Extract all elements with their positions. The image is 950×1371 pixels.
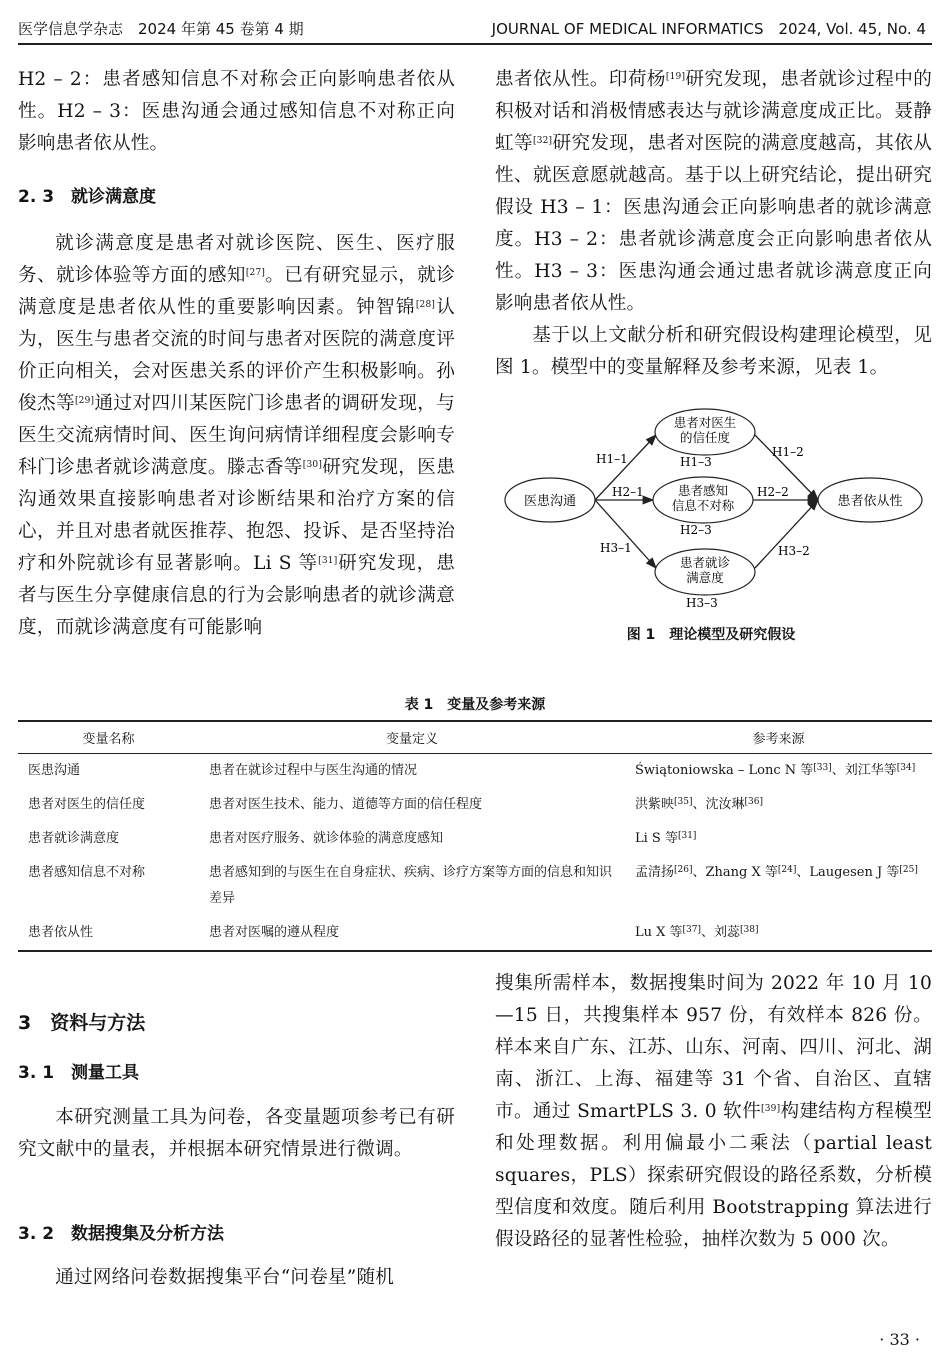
table-caption: 表 1 变量及参考来源 xyxy=(404,697,546,713)
page-number: · 33 · xyxy=(879,1330,920,1349)
table-row xyxy=(18,916,932,951)
section-3-title: 3 资料与方法 xyxy=(18,1012,146,1034)
paragraph-measure: 本研究测量工具为问卷，各变量题项参考已有研究文献中的量表，并根据本研究情景进行微调。 xyxy=(18,1107,455,1160)
edge-h3-1 xyxy=(595,500,656,568)
label-h2-3: H2–3 xyxy=(680,523,712,537)
table-row xyxy=(18,856,932,916)
label-h1-3: H1–3 xyxy=(680,455,712,469)
cell-variable-definition: 患者对医疗服务、就诊体验的满意度感知 xyxy=(209,831,444,846)
cell-variable-definition: 患者在就诊过程中与医生沟通的情况 xyxy=(209,763,418,778)
theory-model-figure xyxy=(500,400,932,615)
cell-variable-name: 患者对医生的信任度 xyxy=(28,797,146,812)
paragraph-h2: H2 – 2：患者感知信息不对称会正向影响患者依从性。H2 – 3：医患沟通会通过感知信息不对称正向影响患者依从性。 xyxy=(18,69,455,154)
left-column-data xyxy=(18,1262,455,1294)
journal-header-right: JOURNAL OF MEDICAL INFORMATICS 2024, Vol. 45, No. 4 xyxy=(491,20,926,38)
node-compliance-label: 患者依从性 xyxy=(837,494,903,509)
variables-table xyxy=(18,720,932,952)
node-trust-label-2: 的信任度 xyxy=(679,430,731,445)
section-3-2-title: 3. 2 数据搜集及分析方法 xyxy=(18,1224,225,1244)
label-h1-1: H1–1 xyxy=(596,452,628,466)
left-column xyxy=(18,64,455,160)
paragraph-data-start: 通过网络问卷数据搜集平台“问卷星”随机 xyxy=(55,1267,395,1288)
cell-variable-name: 医患沟通 xyxy=(28,763,81,778)
node-asymmetry-label-2: 信息不对称 xyxy=(671,498,735,513)
cell-variable-definition: 患者对医生技术、能力、道德等方面的信任程度 xyxy=(209,797,483,812)
table-row xyxy=(18,754,932,789)
label-h2-1: H2–1 xyxy=(612,485,644,499)
paragraph-h3: 患者依从性。印荷杨[19]研究发现，患者就诊过程中的积极对话和消极情感表达与就诊满意度成正比。聂静虹等[32]研究发现，患者对医院的满意度越高，其依从性、就医意愿就越高。基于以上研究结论，提出研究假设 H3 – 1：医患沟通会正向影响患者的就诊满意度。H3 – 2：患者就诊满意度会正向影响患者依从性。H3 – 3：医患沟通会通过患者就诊满意度正向影响患者依从性。 xyxy=(495,69,932,314)
label-h1-2: H1–2 xyxy=(772,445,804,459)
cell-reference-source: Li S 等[31] xyxy=(635,831,697,846)
cell-variable-name: 患者感知信息不对称 xyxy=(28,865,146,880)
paragraph-satisfaction: 就诊满意度是患者对就诊医院、医生、医疗服务、就诊体验等方面的感知[27]。已有研究显示，就诊满意度是患者依从性的重要影响因素。钟智锦[28]认为，医生与患者交流的时间与患者对医院的满意度评价正向相关，会对医患关系的评价产生积极影响。孙俊杰等[29]通过对四川某医院门诊患者的调研发现，与医生交流病情时间、医生询问病情详细程度会影响专科门诊患者就诊满意度。滕志香等[30]研究发现，医患沟通效果直接影响患者对诊断结果和治疗方案的信心，并且对患者就医推荐、抱怨、投诉、是否坚持治疗和外院就诊有显著影响。Li S 等[31]研究发现，患者与医生分享健康信息的行为会影响患者的就诊满意度，而就诊满意度有可能影响 xyxy=(18,233,455,638)
cell-variable-name: 患者依从性 xyxy=(28,925,94,940)
table-header-source: 参考来源 xyxy=(625,721,932,754)
paragraph-data-continued: 搜集所需样本，数据搜集时间为 2022 年 10 月 10—15 日，共搜集样本 957 份，有效样本 826 份。样本来自广东、江苏、山东、河南、四川、河北、湖南、浙江、上海、福建等 31 个省、自治区、直辖市。通过 SmartPLS 3. 0 软件[39]构建结构方程模型和处理数据。利用偏最小二乘法（partial least squares，PLS）探索研究假设的路径系数，分析模型信度和效度。随后利用 Bootstrapping 算法进行假设路径的显著性检验，抽样次数为 5 000 次。 xyxy=(495,973,932,1250)
section-2-3-title: 2. 3 就诊满意度 xyxy=(18,187,157,207)
cell-reference-source: Lu X 等[37]、刘蕊[38] xyxy=(635,925,759,940)
node-satisfaction-label-1: 患者就诊 xyxy=(679,555,731,570)
label-h3-1: H3–1 xyxy=(600,541,632,555)
table-row xyxy=(18,788,932,822)
cell-reference-source: 洪紫映[35]、沈汝琳[36] xyxy=(635,797,763,812)
node-communication-label: 医患沟通 xyxy=(523,494,577,509)
node-trust-label-1: 患者对医生 xyxy=(673,415,737,430)
label-h2-2: H2–2 xyxy=(757,485,789,499)
journal-header-left: 医学信息学杂志 2024 年第 45 卷第 4 期 xyxy=(18,20,304,38)
right-column-data xyxy=(495,968,932,1256)
paragraph-model-intro: 基于以上文献分析和研究假设构建理论模型，见图 1。模型中的变量解释及参考来源，见表 1。 xyxy=(495,325,932,378)
cell-reference-source: 孟清扬[26]、Zhang X 等[24]、Laugesen J 等[25] xyxy=(635,865,918,880)
label-h3-3: H3–3 xyxy=(686,596,718,610)
node-asymmetry-label-1: 患者感知 xyxy=(677,483,729,498)
header-rule xyxy=(18,43,932,45)
label-h3-2: H3–2 xyxy=(778,544,810,558)
table-row xyxy=(18,822,932,856)
table-header-row xyxy=(18,721,932,754)
left-column-satisfaction xyxy=(18,228,455,644)
figure-caption: 图 1 理论模型及研究假设 xyxy=(626,627,796,643)
cell-variable-definition: 患者感知到的与医生在自身症状、疾病、诊疗方案等方面的信息和知识差异 xyxy=(209,865,613,906)
table-header-definition: 变量定义 xyxy=(199,721,625,754)
left-column-measure xyxy=(18,1102,455,1166)
right-column xyxy=(495,64,932,384)
section-3-1-title: 3. 1 测量工具 xyxy=(18,1063,140,1083)
table-header-name: 变量名称 xyxy=(18,721,199,754)
node-satisfaction-label-2: 满意度 xyxy=(686,570,724,585)
cell-reference-source: Świątoniowska – Lonc N 等[33]、刘江华等[34] xyxy=(635,763,916,778)
cell-variable-definition: 患者对医嘱的遵从程度 xyxy=(209,925,340,940)
cell-variable-name: 患者就诊满意度 xyxy=(28,831,120,846)
